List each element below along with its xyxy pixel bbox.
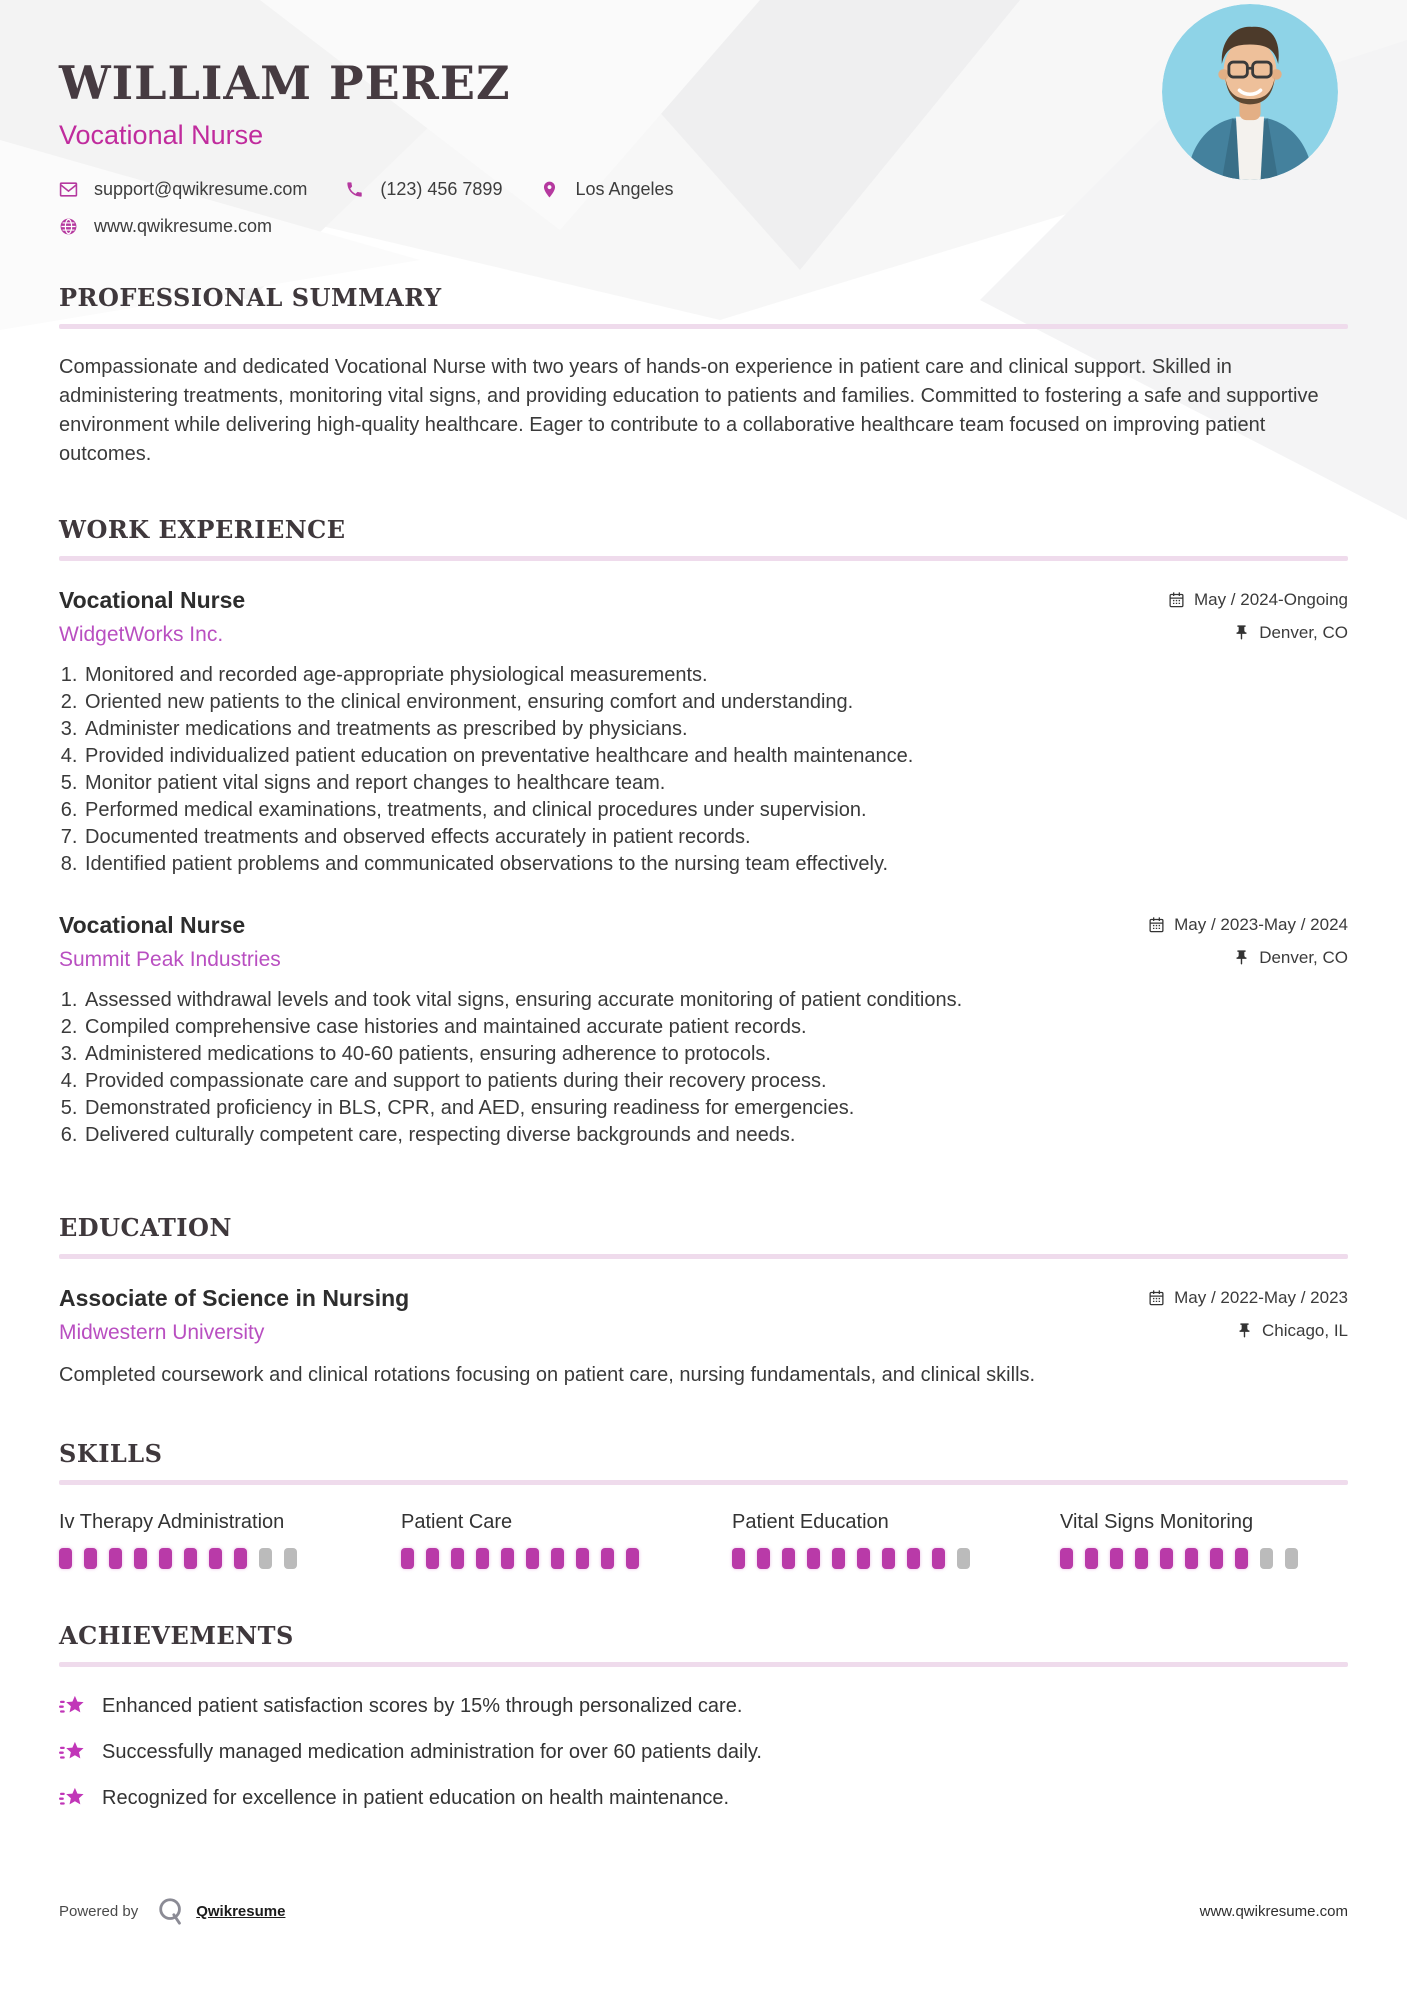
skills-grid <box>59 1511 1348 1569</box>
contact-email <box>59 179 307 200</box>
achievement-text: Recognized for excellence in patient education on health maintenance. <box>102 1787 730 1809</box>
skill-level-dot <box>932 1548 945 1569</box>
job-duty: 2. Oriented new patients to the clinical environment, ensuring comfort and understanding. <box>83 689 1348 716</box>
email-icon <box>59 180 78 199</box>
job-duties-list <box>59 662 1348 878</box>
skill-name: Patient Care <box>401 1511 513 1533</box>
job-duty: 5. Demonstrated proficiency in BLS, CPR, and AED, ensuring readiness for emergencies. <box>83 1095 1348 1122</box>
job-duty: 5. Monitor patient vital signs and report changes to healthcare team. <box>83 770 1348 797</box>
education-date-text: May / 2022-May / 2023 <box>1174 1287 1348 1307</box>
skill-level-dot <box>59 1548 72 1569</box>
job-date <box>1148 915 1348 935</box>
contact-phone-text: (123) 456 7899 <box>380 179 503 199</box>
star-badge-icon <box>59 1739 86 1766</box>
skill-level-dot <box>832 1548 845 1569</box>
resume-header <box>59 0 1348 237</box>
skill-item <box>401 1511 732 1569</box>
skill-level-dot <box>1135 1548 1148 1569</box>
job-location <box>1233 948 1348 968</box>
section-skills <box>59 1439 1348 1569</box>
contact-email-text: support@qwikresume.com <box>94 179 308 199</box>
job-date-text: May / 2023-May / 2024 <box>1174 914 1348 934</box>
skill-level-dot <box>426 1548 439 1569</box>
candidate-name: WILLIAM PEREZ <box>59 56 511 110</box>
section-work-experience <box>59 515 1348 1149</box>
page-footer <box>59 1896 1348 1926</box>
globe-icon <box>59 217 78 236</box>
skill-level-dot <box>757 1548 770 1569</box>
skill-item <box>1060 1511 1348 1569</box>
section-professional-summary <box>59 283 1348 469</box>
skill-level-dot <box>259 1548 272 1569</box>
skill-level-dot <box>857 1548 870 1569</box>
contact-location <box>540 179 673 200</box>
skill-item <box>732 1511 1060 1569</box>
job-duty: 4. Provided individualized patient education on preventative healthcare and health maintenance. <box>83 743 1348 770</box>
skills-heading: SKILLS <box>59 1439 163 1468</box>
skill-level-dot <box>476 1548 489 1569</box>
contact-website-text: www.qwikresume.com <box>94 216 273 236</box>
section-divider <box>59 556 1348 561</box>
skill-level-dot <box>1260 1548 1273 1569</box>
skill-level-dot <box>1060 1548 1073 1569</box>
education-location-text: Chicago, IL <box>1262 1320 1348 1340</box>
skill-level-dot <box>601 1548 614 1569</box>
section-divider <box>59 1480 1348 1485</box>
skill-level-dot <box>1110 1548 1123 1569</box>
skill-level-dot <box>907 1548 920 1569</box>
pushpin-icon <box>1233 624 1250 641</box>
skill-level-dot <box>284 1548 297 1569</box>
website-row <box>59 216 1348 237</box>
job-duty: 6. Performed medical examinations, treatments, and clinical procedures under supervision. <box>83 797 1348 824</box>
skill-name: Vital Signs Monitoring <box>1060 1511 1254 1533</box>
skill-level-dot <box>526 1548 539 1569</box>
job-location <box>1233 623 1348 643</box>
education-location <box>1236 1321 1348 1341</box>
skill-name: Patient Education <box>732 1511 889 1533</box>
pushpin-icon <box>1236 1322 1253 1339</box>
skill-level-dot <box>957 1548 970 1569</box>
section-divider <box>59 324 1348 329</box>
skill-level-dot <box>732 1548 745 1569</box>
job-duty: 8. Identified patient problems and communicated observations to the nursing team effectively. <box>83 851 1348 878</box>
education-date <box>1148 1288 1348 1308</box>
skill-item <box>59 1511 401 1569</box>
job-duty: 7. Documented treatments and observed effects accurately in patient records. <box>83 824 1348 851</box>
job-date-text: May / 2024-Ongoing <box>1193 589 1348 609</box>
job-location-text: Denver, CO <box>1259 622 1348 642</box>
job-duty: 1. Assessed withdrawal levels and took vital signs, ensuring accurate monitoring of patient conditions. <box>83 987 1348 1014</box>
avatar <box>1162 4 1338 180</box>
summary-heading: PROFESSIONAL SUMMARY <box>59 283 442 312</box>
achievement-item <box>59 1693 1348 1720</box>
job-duty: 3. Administered medications to 40-60 patients, ensuring adherence to protocols. <box>83 1041 1348 1068</box>
skill-level-dot <box>1235 1548 1248 1569</box>
footer-branding <box>59 1896 285 1926</box>
pushpin-icon <box>1233 949 1250 966</box>
skill-level-dot <box>807 1548 820 1569</box>
contact-row <box>59 179 1348 200</box>
skill-level-dot <box>551 1548 564 1569</box>
skill-level-dot <box>159 1548 172 1569</box>
job-title: Vocational Nurse <box>59 912 246 938</box>
calendar-icon <box>1168 591 1185 608</box>
education-entry <box>59 1285 1348 1389</box>
section-achievements <box>59 1621 1348 1812</box>
achievement-text: Successfully managed medication administration for over 60 patients daily. <box>102 1741 762 1763</box>
skill-level-dot <box>501 1548 514 1569</box>
section-divider <box>59 1662 1348 1667</box>
skill-level-dot <box>1160 1548 1173 1569</box>
job-duty: 1. Monitored and recorded age-appropriate physiological measurements. <box>83 662 1348 689</box>
contact-location-text: Los Angeles <box>575 179 674 199</box>
skill-level-dot <box>209 1548 222 1569</box>
education-degree: Associate of Science in Nursing <box>59 1285 410 1311</box>
skill-level-dot <box>576 1548 589 1569</box>
skill-level-meter <box>59 1548 401 1569</box>
skill-level-meter <box>401 1548 732 1569</box>
achievements-list <box>59 1693 1348 1812</box>
achievement-text: Enhanced patient satisfaction scores by 15% through personalized care. <box>102 1695 743 1717</box>
skill-level-dot <box>1285 1548 1298 1569</box>
job-location-text: Denver, CO <box>1259 947 1348 967</box>
star-badge-icon <box>59 1693 86 1720</box>
contact-website <box>59 216 272 237</box>
qwikresume-brand-link[interactable]: Qwikresume <box>196 1902 286 1920</box>
achievements-heading: ACHIEVEMENTS <box>59 1621 294 1650</box>
phone-icon <box>345 180 364 199</box>
footer-website-text: www.qwikresume.com <box>1199 1902 1348 1920</box>
qwikresume-logo-icon <box>156 1896 186 1926</box>
job-company: Summit Peak Industries <box>59 948 281 971</box>
job-entry <box>59 912 1348 1149</box>
candidate-job-title: Vocational Nurse <box>59 120 264 150</box>
job-title: Vocational Nurse <box>59 587 246 613</box>
job-duties-list <box>59 987 1348 1149</box>
job-duty: 3. Administer medications and treatments as prescribed by physicians. <box>83 716 1348 743</box>
profile-photo-illustration <box>1162 4 1338 180</box>
skill-level-dot <box>401 1548 414 1569</box>
calendar-icon <box>1148 1289 1165 1306</box>
skill-level-dot <box>134 1548 147 1569</box>
skill-level-meter <box>732 1548 1060 1569</box>
section-divider <box>59 1254 1348 1259</box>
job-entry <box>59 587 1348 878</box>
skill-level-dot <box>84 1548 97 1569</box>
job-duty: 4. Provided compassionate care and support to patients during their recovery process. <box>83 1068 1348 1095</box>
education-heading: EDUCATION <box>59 1213 232 1242</box>
skill-level-dot <box>451 1548 464 1569</box>
star-badge-icon <box>59 1785 86 1812</box>
powered-by-label: Powered by <box>59 1902 139 1920</box>
education-school: Midwestern University <box>59 1321 265 1344</box>
experience-heading: WORK EXPERIENCE <box>59 515 346 544</box>
contact-phone <box>345 179 502 200</box>
job-duty: 6. Delivered culturally competent care, respecting diverse backgrounds and needs. <box>83 1122 1348 1149</box>
achievement-item <box>59 1785 1348 1812</box>
job-company: WidgetWorks Inc. <box>59 623 224 646</box>
skill-level-dot <box>882 1548 895 1569</box>
achievement-item <box>59 1739 1348 1766</box>
skill-level-dot <box>1185 1548 1198 1569</box>
skill-name: Iv Therapy Administration <box>59 1511 285 1533</box>
skill-level-dot <box>234 1548 247 1569</box>
job-date <box>1168 590 1348 610</box>
education-description: Completed coursework and clinical rotations focusing on patient care, nursing fundamentals, and clinical skills. <box>59 1364 1036 1386</box>
skill-level-dot <box>626 1548 639 1569</box>
skill-level-dot <box>184 1548 197 1569</box>
summary-text: Compassionate and dedicated Vocational Nurse with two years of hands-on experience in patient care and clinical support. Skilled in administering treatments, monitoring vital signs, and providing education to patients and families. Committed to fostering a safe and supportive environment while delivering high-quality healthcare. Eager to contribute to a collaborative healthcare team focused on improving patient outcomes. <box>59 356 1319 465</box>
section-education <box>59 1213 1348 1389</box>
skill-level-dot <box>782 1548 795 1569</box>
skill-level-meter <box>1060 1548 1348 1569</box>
skill-level-dot <box>1085 1548 1098 1569</box>
location-pin-icon <box>540 180 559 199</box>
calendar-icon <box>1148 916 1165 933</box>
skill-level-dot <box>109 1548 122 1569</box>
skill-level-dot <box>1210 1548 1223 1569</box>
job-duty: 2. Compiled comprehensive case histories and maintained accurate patient records. <box>83 1014 1348 1041</box>
